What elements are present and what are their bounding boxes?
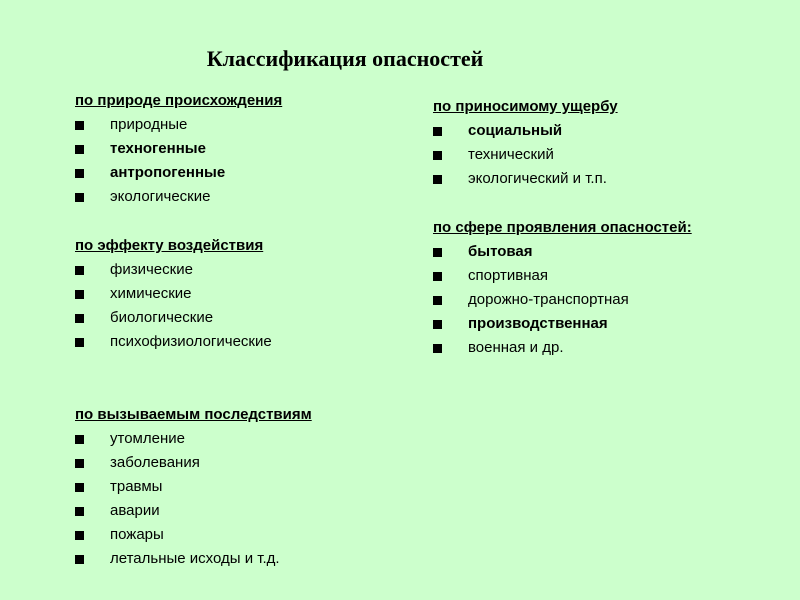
list-item	[75, 549, 312, 573]
group-heading: по вызываемым последствиям	[75, 406, 312, 423]
list-item-label: техногенные	[110, 140, 206, 157]
list-item	[75, 139, 282, 163]
square-bullet-icon	[433, 151, 442, 160]
list-item	[433, 314, 692, 338]
list-item-label: аварии	[110, 502, 160, 519]
group-heading: по приносимому ущербу	[433, 98, 618, 115]
list-item	[75, 187, 282, 211]
list-item	[75, 308, 263, 332]
square-bullet-icon	[75, 459, 84, 468]
square-bullet-icon	[433, 175, 442, 184]
group-items	[433, 242, 692, 362]
list-item-label: травмы	[110, 478, 163, 495]
group-origin	[75, 91, 282, 211]
list-item	[433, 338, 692, 362]
list-item-label: технический	[468, 146, 554, 163]
list-item-label: антропогенные	[110, 164, 226, 181]
list-item	[75, 501, 312, 525]
square-bullet-icon	[75, 555, 84, 564]
square-bullet-icon	[433, 248, 442, 257]
square-bullet-icon	[75, 338, 84, 347]
group-heading: по сфере проявления опасностей:	[433, 219, 692, 236]
group-damage	[433, 97, 618, 193]
group-heading: по эффекту воздействия	[75, 237, 264, 254]
list-item	[75, 525, 312, 549]
list-item	[75, 260, 263, 284]
list-item-label: спортивная	[468, 267, 548, 284]
group-items	[75, 260, 272, 356]
list-item	[433, 290, 692, 314]
list-item	[433, 242, 692, 266]
list-item	[75, 477, 312, 501]
square-bullet-icon	[75, 193, 84, 202]
list-item-label: бытовая	[468, 243, 533, 260]
square-bullet-icon	[75, 145, 84, 154]
group-consequences	[75, 405, 312, 573]
list-item-label: экологический и т.п.	[468, 170, 607, 187]
square-bullet-icon	[75, 314, 84, 323]
square-bullet-icon	[433, 320, 442, 329]
slide-title: Классификация опасностей	[206, 46, 484, 71]
list-item	[75, 429, 312, 453]
list-item-label: производственная	[468, 315, 608, 332]
list-item-label: природные	[110, 116, 188, 133]
square-bullet-icon	[75, 435, 84, 444]
list-item	[433, 121, 618, 145]
list-item-label: социальный	[468, 122, 563, 139]
group-items	[75, 429, 312, 573]
list-item-label: биологические	[110, 309, 214, 326]
square-bullet-icon	[75, 121, 84, 130]
list-item	[75, 332, 272, 356]
square-bullet-icon	[75, 507, 84, 516]
list-item	[75, 115, 282, 139]
square-bullet-icon	[75, 169, 84, 178]
list-item-label: военная и др.	[468, 339, 564, 356]
list-item	[433, 169, 618, 193]
square-bullet-icon	[433, 272, 442, 281]
square-bullet-icon	[433, 127, 442, 136]
list-item-label: летальные исходы и т.д.	[110, 550, 280, 567]
list-item	[75, 284, 263, 308]
list-item-label: физические	[110, 261, 193, 278]
square-bullet-icon	[75, 290, 84, 299]
square-bullet-icon	[75, 531, 84, 540]
list-item-label: экологические	[110, 188, 211, 205]
list-item-label: утомление	[110, 430, 185, 447]
group-items	[433, 121, 618, 193]
list-item-label: дорожно-транспортная	[468, 291, 629, 308]
list-item-label: психофизиологические	[110, 333, 272, 350]
list-item-label: химические	[110, 285, 192, 302]
group-sphere	[433, 218, 692, 362]
group-items	[75, 115, 282, 211]
square-bullet-icon	[433, 296, 442, 305]
list-item	[75, 453, 312, 477]
group-heading: по природе происхождения	[75, 92, 283, 109]
list-item-label: пожары	[110, 526, 164, 543]
list-item	[75, 163, 282, 187]
square-bullet-icon	[75, 266, 84, 275]
square-bullet-icon	[433, 344, 442, 353]
list-item	[433, 145, 618, 169]
list-item-label: заболевания	[110, 454, 200, 471]
square-bullet-icon	[75, 483, 84, 492]
group-effect	[75, 236, 272, 356]
list-item	[433, 266, 692, 290]
